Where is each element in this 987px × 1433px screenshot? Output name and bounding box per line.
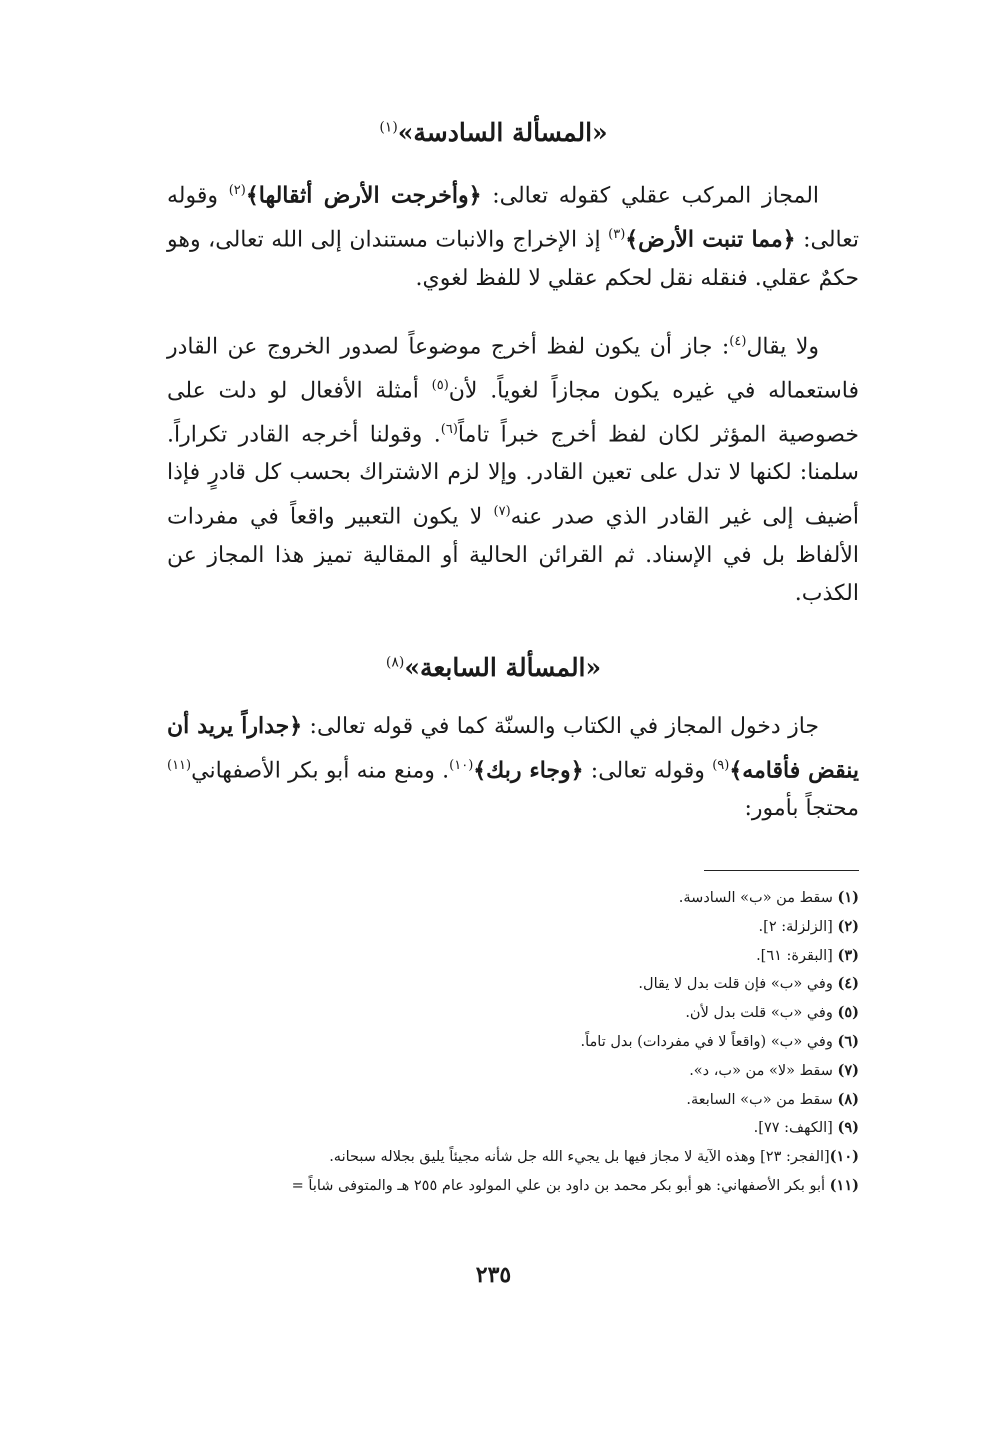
footnote <box>159 1172 859 1201</box>
footnote-number: (١١) <box>829 1176 859 1194</box>
text-run: إذ الإخراج والانبات مستندان إلى الله تعالى، وهو حكمٌ عقلي. فنقله نقل لحكم عقلي لا للفظ لغوي. <box>167 227 859 291</box>
text-run: المجاز المركب عقلي كقوله تعالى: <box>481 183 820 209</box>
footnote-number: (٤) <box>837 975 859 993</box>
quran-quote: ﴿وأخرجت الأرض أثقالها﴾ <box>245 182 482 209</box>
footnote-text: [الكهف: ٧٧]. <box>753 1120 838 1137</box>
footnote <box>159 884 859 913</box>
page-number: ٢٣٥ <box>475 1262 512 1288</box>
footnote <box>159 1114 859 1143</box>
text-run: لا يكون التعبير واقعاً في مفردات الألفاظ بل في الإسناد. ثم القرائن الحالية أو المقالية تميز هذا المجاز عن الكذب. <box>167 504 859 607</box>
footnote <box>159 942 859 971</box>
footnote <box>159 913 859 942</box>
footnote <box>159 970 859 999</box>
footnote-ref: (١١) <box>167 757 192 773</box>
text-run: وقوله تعالى: <box>583 757 713 783</box>
footnote <box>159 1028 859 1057</box>
text-run: محتجاً بأمور: <box>744 796 859 822</box>
footnote-number: (٦) <box>837 1032 859 1050</box>
footnote-text: [البقرة: ٦١]. <box>756 947 838 964</box>
footnote-number: (٩) <box>837 1119 859 1137</box>
footnote-separator <box>704 870 859 871</box>
footnote-text: [الفجر: ٢٣] وهذه الآية لا مجاز فيها بل يجيء الله جل شأنه مجيئاً يليق بجلاله سبحانه. <box>329 1149 830 1166</box>
footnote-text: وفي «ب» قلت بدل لأن. <box>685 1005 838 1022</box>
paragraph-seventh-1 <box>167 707 859 829</box>
paragraph-sixth-1 <box>167 172 859 298</box>
text-run: : جاز أن يكون لفظ أخرج موضوعاً لصدور الخروج عن القادر فاستعماله في غيره يكون مجازاً لغوياً. لأن <box>167 334 859 404</box>
section-heading-sixth <box>0 118 987 147</box>
footnote-number: (١) <box>837 889 859 906</box>
footnote <box>159 1086 859 1115</box>
heading-text: «المسألة السابعة» <box>404 653 602 682</box>
footnote-text: سقط «لا» من «ب، د». <box>689 1062 838 1079</box>
quran-quote: ﴿جداراً يريد أن ينقض فأقامه﴾ <box>167 713 859 783</box>
footnotes <box>159 884 859 1201</box>
footnote-ref: (٧) <box>493 503 511 519</box>
footnote-number: (٨) <box>837 1090 859 1108</box>
footnote-text: [الزلزلة: ٢]. <box>758 918 838 935</box>
text-run: أمثلة الأفعال لو دلت على خصوصية المؤثر لكان لفظ أخرج خبراً تاماً <box>167 378 859 447</box>
footnote-ref: (٣) <box>608 226 626 242</box>
text-run: . وقولنا أخرجه القادر تكراراً. سلمنا: لكنها لا تدل على تعين القادر. وإلا لزم الاشتراك بحسب كل قادرٍ فإذا أضيف إلى غير القادر الذي صدر عنه <box>167 421 859 530</box>
text-run: جاز دخول المجاز في الكتاب والسنّة كما في قوله تعالى: <box>302 714 820 739</box>
footnote-ref: (٨) <box>385 654 405 671</box>
footnote-text: وفي «ب» (واقعاً لا في مفردات) بدل تاماً. <box>580 1033 838 1050</box>
footnote <box>159 1143 859 1172</box>
text-run: وقوله تعالى: <box>167 183 859 253</box>
footnote-number: (١٠) <box>829 1148 859 1166</box>
footnote-ref: (٤) <box>729 334 747 349</box>
paragraph-sixth-2 <box>167 323 859 614</box>
footnote-ref: (٩) <box>712 757 730 773</box>
heading-text: «المسألة السادسة» <box>397 118 608 147</box>
text-run: . ومنع منه أبو بكر الأصفهاني <box>191 757 450 783</box>
footnote-number: (٧) <box>837 1061 859 1079</box>
quran-quote: ﴿وجاء ربك﴾ <box>473 756 584 783</box>
footnote-ref: (٦) <box>440 421 458 437</box>
footnote-number: (٢) <box>837 917 859 935</box>
footnote-ref: (٥) <box>431 377 449 393</box>
text-run: ولا يقال <box>746 334 820 360</box>
footnote-ref: (١) <box>379 119 398 136</box>
footnote-number: (٣) <box>837 946 859 964</box>
footnote-text: سقط من «ب» السابعة. <box>686 1091 838 1108</box>
footnote-ref: (١٠) <box>449 757 474 773</box>
footnote-number: (٥) <box>837 1004 859 1022</box>
quran-quote: ﴿مما تنبت الأرض﴾ <box>625 226 796 253</box>
footnote <box>159 1057 859 1086</box>
section-heading-seventh <box>0 653 987 682</box>
footnote <box>159 999 859 1028</box>
footnote-text: وفي «ب» فإن قلت بدل لا يقال. <box>638 976 838 993</box>
footnote-text: أبو بكر الأصفهاني: هو أبو بكر محمد بن داود بن علي المولود عام ٢٥٥ هـ والمتوفى شاباً = <box>291 1177 830 1194</box>
footnote-text: سقط من «ب» السادسة. <box>678 890 838 906</box>
footnote-ref: (٢) <box>228 183 246 198</box>
